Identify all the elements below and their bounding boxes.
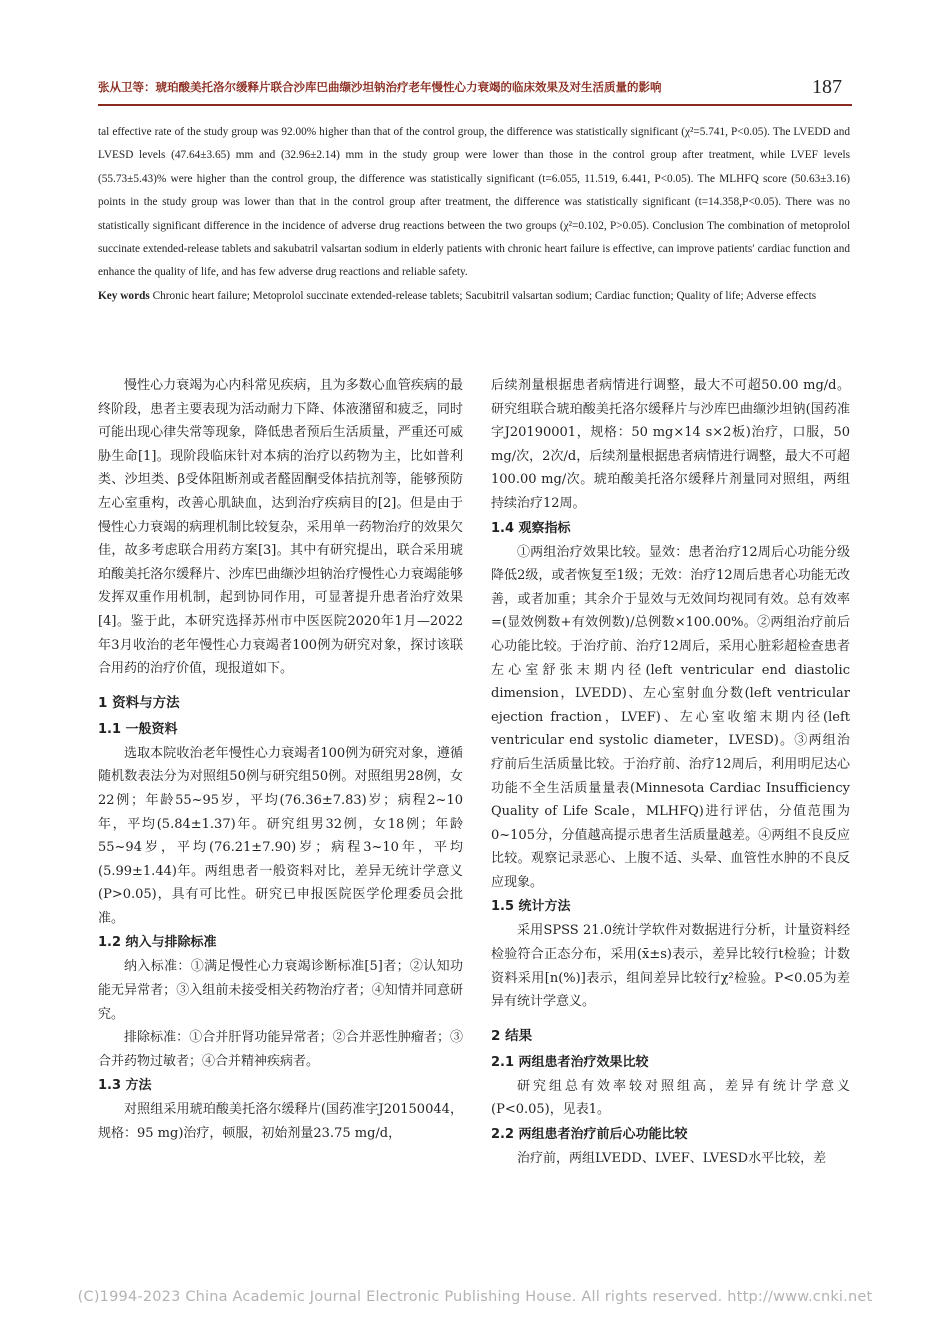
observation-paragraph: ①两组治疗效果比较。显效：患者治疗12周后心功能分级降低2级，或者恢复至1级；无效：治疗12周后患者心功能无改善，或者加重；其余介于显效与无效间均视同有效。总有效率=(显效例数+有效例数)/总例数×100.00%。②两组治疗前后心功能比较。于治疗前、治疗12周后，采用心脏彩超检查患者左心室舒张末期内径(left ventricular end diastolic dimension，LVEDD)、左心室射血分数(left ventricular ejection fraction，LVEF)、左心室收缩末期内径(left ventricular end systolic diameter，LVESD)。③两组治疗前后生活质量比较。于治疗前、治疗12周后，利用明尼达心功能不全生活质量量表(Minnesota Cardiac Insufficiency Quality of Life Scale，MLHFQ)进行评估，分值范围为0~105分，分值越高提示患者生活质量越差。④两组不良反应比较。观察记录恶心、上腹不适、头晕、血管性水肿的不良反应现象。	[491, 544, 850, 890]
exclusion-paragraph: 排除标准：①合并肝肾功能异常者；②合并恶性肿瘤者；③合并药物过敏者；④合并精神疾病者。	[98, 1030, 463, 1069]
header-rule	[98, 104, 852, 106]
left-column	[98, 374, 463, 1146]
keywords-line	[98, 285, 850, 308]
keywords-text: Chronic heart failure; Metoprolol succinate extended-release tablets; Sacubitril valsartan sodium; Cardiac function; Quality of life; Adverse effects	[152, 289, 817, 302]
subsection-heading-cardiac: 2.2 两组患者治疗前后心功能比较	[491, 1127, 688, 1143]
section-heading-results: 2 结果	[491, 1027, 533, 1044]
subsection-heading-observation: 1.4 观察指标	[491, 520, 571, 536]
abstract-text: tal effective rate of the study group was 92.00% higher than that of the control group, the difference was statistically significant (χ²=5.741, P<0.05). The LVEDD and LVESD levels (47.64±3.65) mm and (32.96±2.14) mm in the study group were lower than those in the control group after treatment, while LVEF levels (55.73±5.43)% were higher than the control group, the difference was statistically significant (t=6.055, 11.519, 6.441, P<0.05). The MLHFQ score (50.63±3.16) points in the study group was lower than that in the control group after treatment, the difference was statistically significant (t=14.358,P<0.05). There was no statistically significant difference in the incidence of adverse drug reactions between the two groups (χ²=0.102, P>0.05). Conclusion The combination of metoprolol succinate extended-release tablets and sakubatril valsartan sodium in elderly patients with chronic heart failure is effective, can improve patients′ cardiac function and enhance the quality of life, and has few adverse drug reactions and reliable safety.	[98, 126, 850, 279]
subsection-heading-efficacy: 2.1 两组患者治疗效果比较	[491, 1054, 649, 1070]
copyright-footer: (C)1994-2023 China Academic Journal Electronic Publishing House. All rights reserved. http://www.cnki.net	[77, 1289, 873, 1305]
right-column	[491, 374, 850, 1171]
general-data-paragraph: 选取本院收治老年慢性心力衰竭者100例为研究对象，遵循随机数表法分为对照组50例与研究组50例。对照组男28例，女22例；年龄55~95岁，平均(76.36±7.83)岁；病程2~10年，平均(5.84±1.37)年。研究组男32例，女18例；年龄55~94岁，平均(76.21±7.90)岁；病程3~10年，平均(5.99±1.44)年。两组患者一般资料对比，差异无统计学意义(P>0.05)，具有可比性。研究已申报医院医学伦理委员会批准。	[98, 745, 463, 926]
method-paragraph: 对照组采用琥珀酸美托洛尔缓释片(国药准字J20150044，规格：95 mg)治疗，顿服，初始剂量23.75 mg/d，	[98, 1102, 463, 1142]
page-number: 187	[812, 76, 842, 98]
method-paragraph-cont: 后续剂量根据患者病情进行调整，最大不可超50.00 mg/d。研究组联合琥珀酸美托洛尔缓释片与沙库巴曲缬沙坦钠(国药准字J20190001，规格：50 mg×14 s×2板)治疗，口服，50 mg/次，2次/d，后续剂量根据患者病情进行调整，最大不可超100.00 mg/次。琥珀酸美托洛尔缓释片剂量同对照组，两组持续治疗12周。	[491, 378, 850, 511]
english-abstract	[98, 121, 850, 308]
cardiac-paragraph: 治疗前，两组LVEDD、LVEF、LVESD水平比较，差	[517, 1151, 827, 1167]
running-header-title: 张从卫等：琥珀酸美托洛尔缓释片联合沙库巴曲缬沙坦钠治疗老年慢性心力衰竭的临床效果及对生活质量的影响	[98, 80, 662, 94]
subsection-heading-general: 1.1 一般资料	[98, 721, 178, 737]
subsection-heading-statistics: 1.5 统计方法	[491, 899, 571, 915]
statistics-paragraph: 采用SPSS 21.0统计学软件对数据进行分析，计量资料经检验符合正态分布，采用(x̄±s)表示，差异比较行t检验；计数资料采用[n(%)]表示，组间差异比较行χ²检验。P<0.05为差异有统计学意义。	[491, 923, 850, 1010]
efficacy-paragraph: 研究组总有效率较对照组高，差异有统计学意义(P<0.05)，见表1。	[491, 1078, 850, 1118]
subsection-heading-criteria: 1.2 纳入与排除标准	[98, 935, 217, 951]
inclusion-paragraph: 纳入标准：①满足慢性心力衰竭诊断标准[5]者；②认知功能无异常者；③入组前未接受相关药物治疗者；④知情并同意研究。	[98, 959, 463, 1022]
intro-paragraph: 慢性心力衰竭为心内科常见疾病，且为多数心血管疾病的最终阶段，患者主要表现为活动耐力下降、体液潴留和疲乏，同时可能出现心律失常等现象，降低患者预后生活质量，严重还可威胁生命[1]。现阶段临床针对本病的治疗以药物为主，比如普利类、沙坦类、β受体阻断剂或者醛固酮受体拮抗剂等，能够预防左心室重构，改善心肌缺血，达到治疗疾病目的[2]。但是由于慢性心力衰竭的病理机制比较复杂，采用单一药物治疗的效果欠佳，故多考虑联合用药方案[3]。其中有研究提出，联合采用琥珀酸美托洛尔缓释片、沙库巴曲缬沙坦钠治疗慢性心力衰竭能够发挥双重作用机制，起到协同作用，可显著提升患者治疗效果[4]。鉴于此，本研究选择苏州市中医医院2020年1月—2022年3月收治的老年慢性心力衰竭者100例为研究对象，探讨该联合用药的治疗价值，现报道如下。	[98, 378, 463, 677]
subsection-heading-method: 1.3 方法	[98, 1078, 152, 1094]
section-heading-methods: 1 资料与方法	[98, 694, 180, 711]
keywords-label: Key words	[98, 289, 150, 302]
